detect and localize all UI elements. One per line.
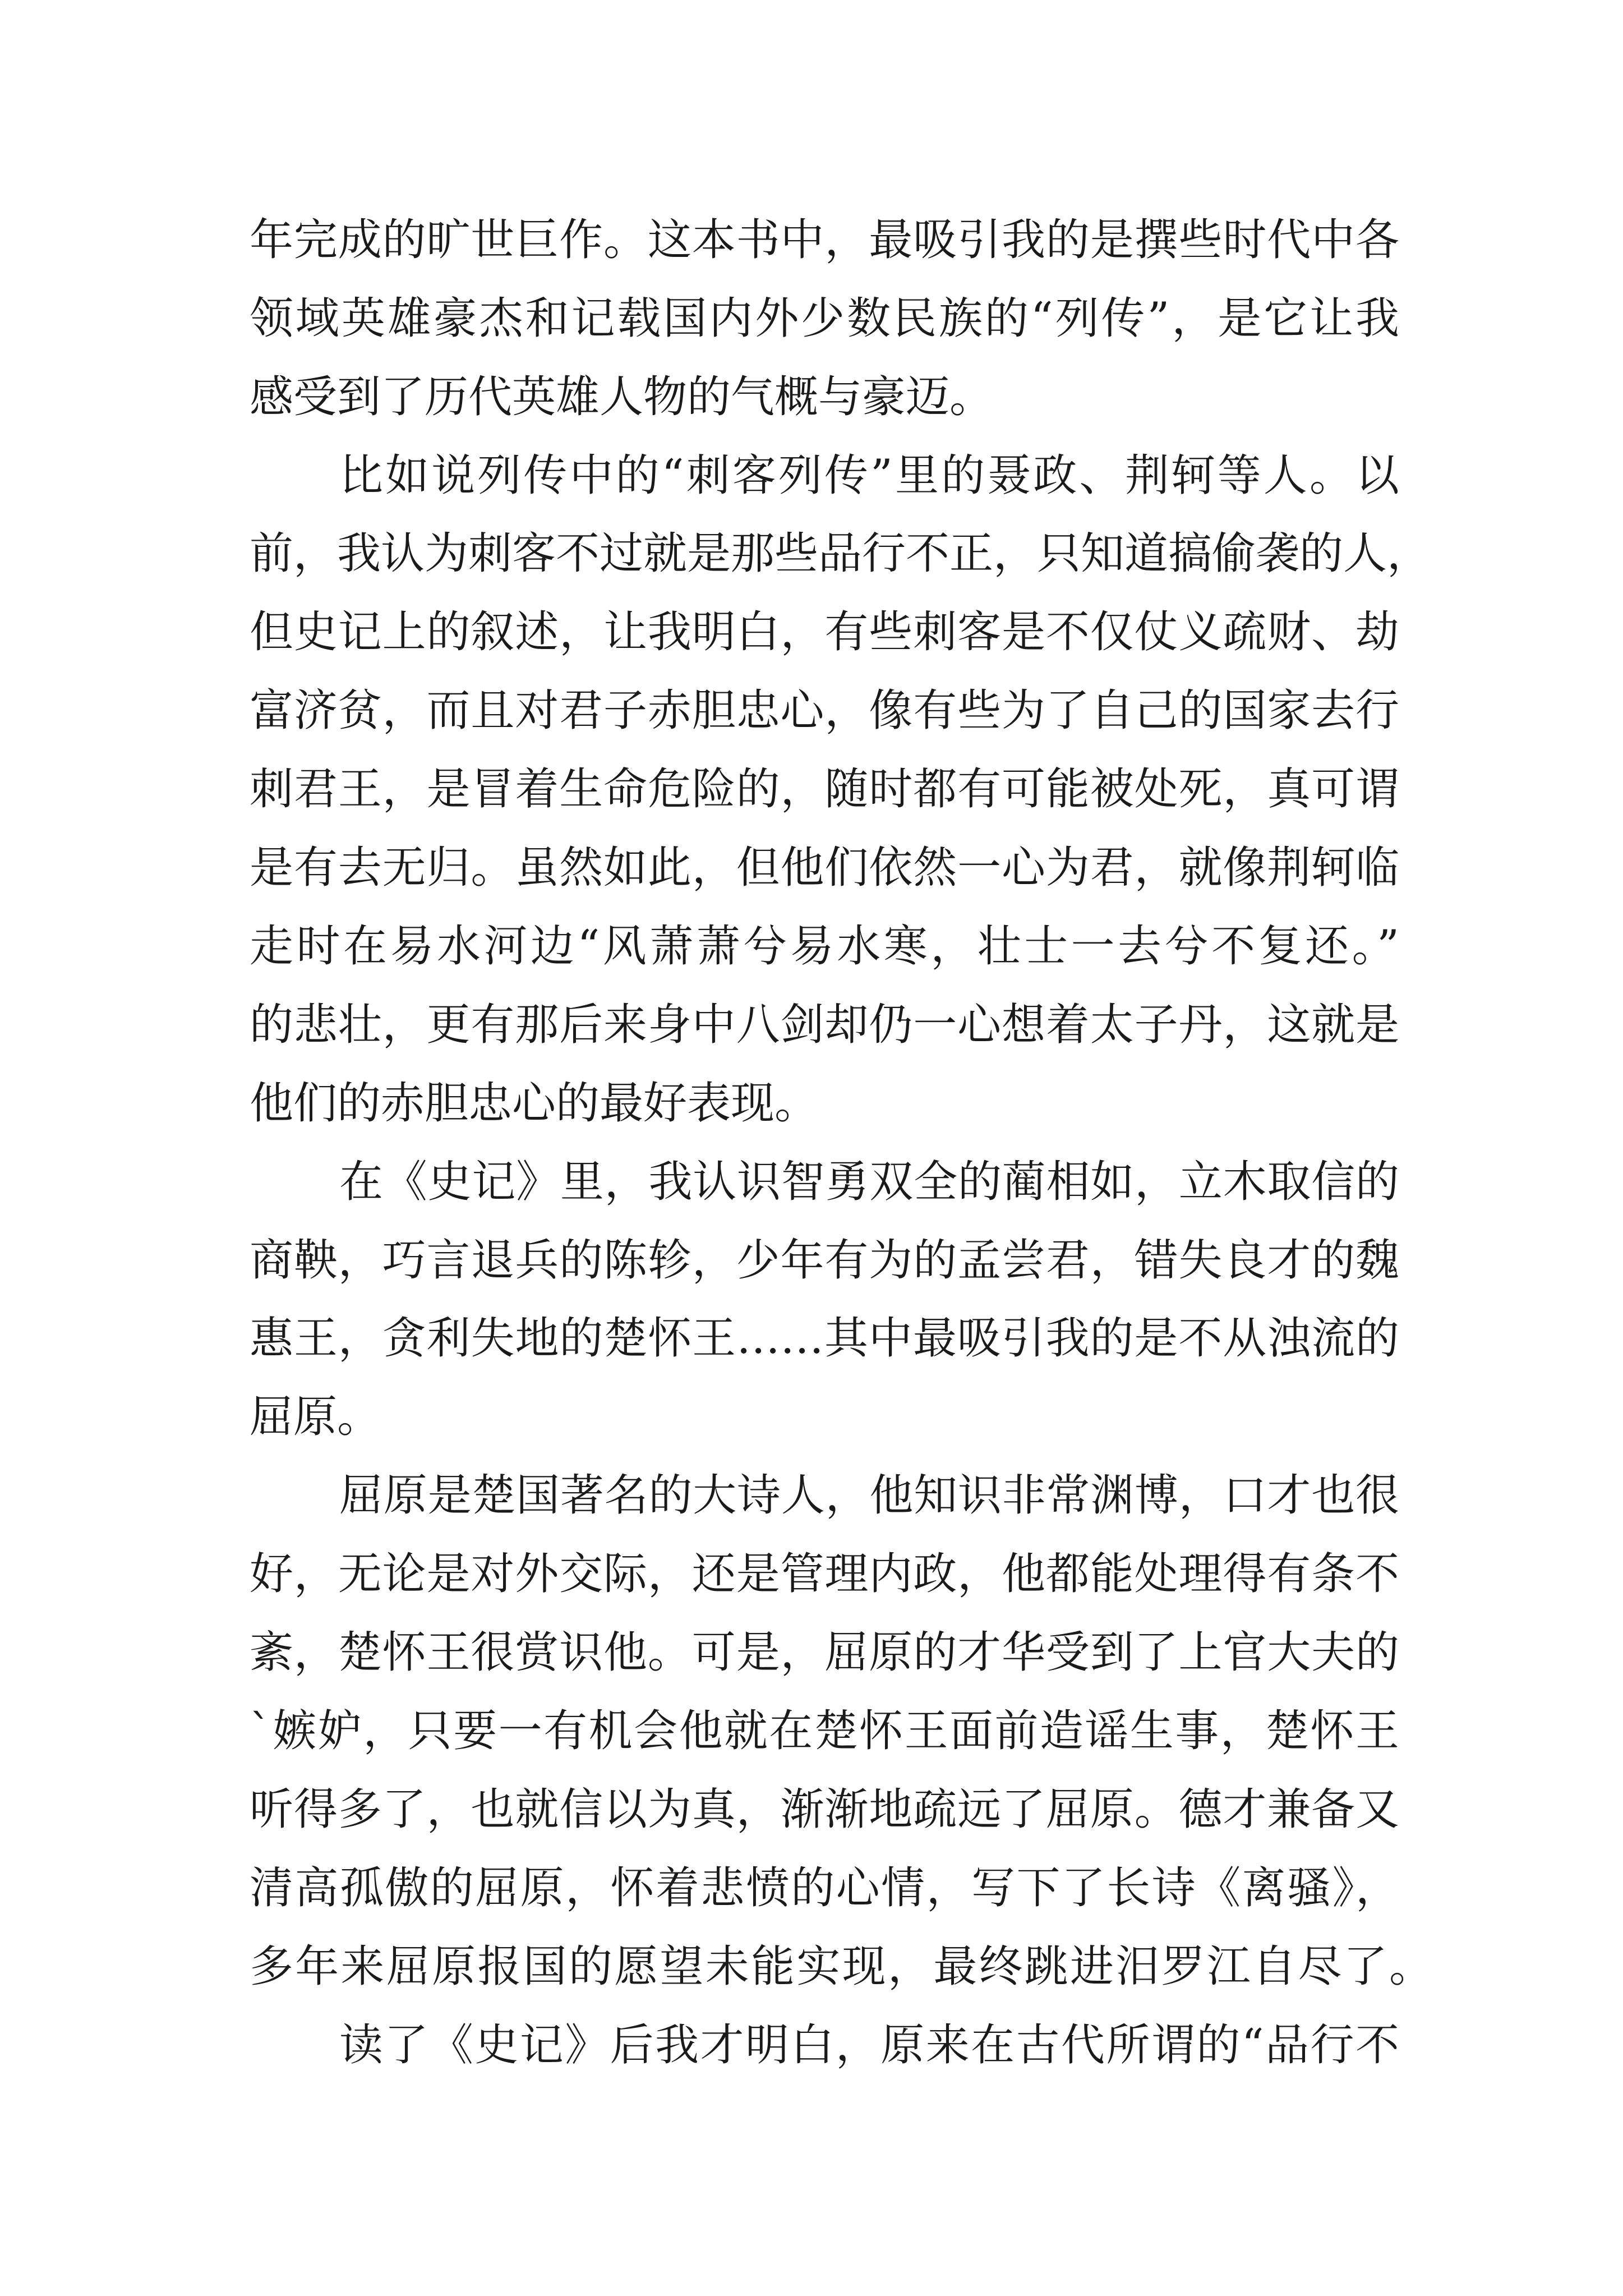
text-line-16: 屈原。 (250, 1392, 381, 1442)
text-line-24: 读了《史记》后我才明白，原来在古代所谓的“品行不 (339, 2020, 1399, 2070)
text-line-8: 刺君王，是冒着生命危险的，随时都有可能被处死，真可谓 (250, 764, 1399, 815)
text-line-3: 感受到了历代英雄人物的气概与豪迈。 (250, 372, 994, 422)
text-line-6: 但史记上的叙述，让我明白，有些刺客是不仅仗义疏财、劫 (250, 607, 1399, 657)
text-line-2: 领域英雄豪杰和记载国内外少数民族的“列传”，是它让我 (250, 293, 1399, 344)
text-line-14: 商鞅，巧言退兵的陈轸，少年有为的孟尝君，错失良才的魏 (250, 1235, 1399, 1286)
text-line-18: 好，无论是对外交际，还是管理内政，他都能处理得有条不 (250, 1549, 1399, 1599)
text-line-5: 前，我认为刺客不过就是那些品行不正，只知道搞偷袭的人， (250, 528, 1431, 579)
text-line-15: 惠王，贪利失地的楚怀王……其中最吸引我的是不从浊流的 (250, 1313, 1399, 1364)
text-line-22: 清高孤傲的屈原，怀着悲愤的心情，写下了长诗《离骚》， (250, 1863, 1399, 1913)
text-line-21: 听得多了，也就信以为真，渐渐地疏远了屈原。德才兼备又 (250, 1784, 1399, 1835)
text-line-7: 富济贫，而且对君子赤胆忠心，像有些为了自己的国家去行 (250, 685, 1399, 736)
text-line-13: 在《史记》里，我认识智勇双全的蔺相如，立木取信的 (339, 1157, 1399, 1207)
text-line-11: 的悲壮，更有那后来身中八剑却仍一心想着太子丹，这就是 (250, 1000, 1399, 1050)
text-line-1: 年完成的旷世巨作。这本书中，最吸引我的是撰些时代中各 (250, 215, 1399, 265)
text-line-23: 多年来屈原报国的愿望未能实现，最终跳进汨罗江自尽了。 (250, 1941, 1433, 1992)
text-line-19: 紊，楚怀王很赏识他。可是，屈原的才华受到了上官大夫的 (250, 1627, 1399, 1678)
text-line-17: 屈原是楚国著名的大诗人，他知识非常渊博，口才也很 (339, 1470, 1399, 1521)
text-line-20: `嫉妒，只要一有机会他就在楚怀王面前造谣生事，楚怀王 (250, 1706, 1399, 1756)
text-line-9: 是有去无归。虽然如此，但他们依然一心为君，就像荆轲临 (250, 843, 1399, 893)
text-line-10: 走时在易水河边“风萧萧兮易水寒，壮士一去兮不复还。” (250, 921, 1399, 972)
text-line-12: 他们的赤胆忠心的最好表现。 (250, 1078, 819, 1129)
text-line-4: 比如说列传中的“刺客列传”里的聂政、荆轲等人。以 (339, 450, 1399, 501)
